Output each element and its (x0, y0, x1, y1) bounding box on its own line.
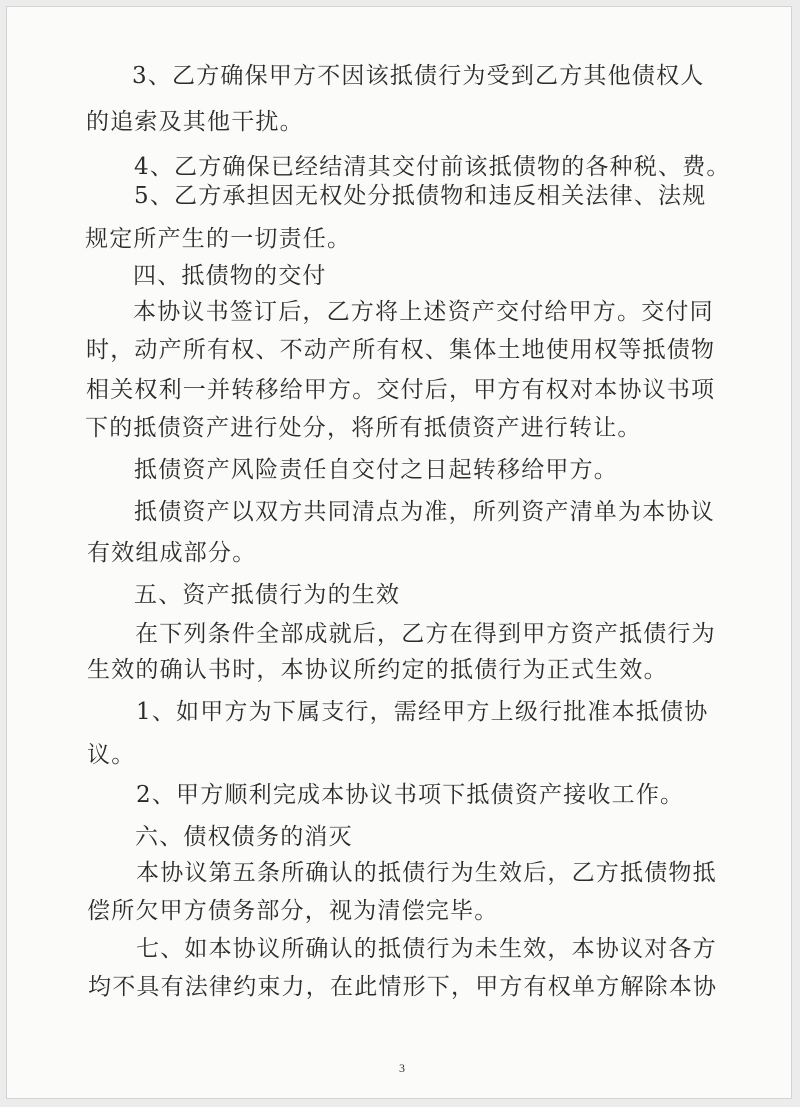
text-line: 1、如甲方为下属支行，需经甲方上级行批准本抵债协 (136, 699, 709, 725)
text-line: 议。 (87, 742, 136, 768)
text-line: 生效的确认书时，本协议所约定的抵债行为正式生效。 (87, 657, 668, 683)
text-line: 在下列条件全部成就后，乙方在得到甲方资产抵债行为 (135, 621, 716, 647)
section-heading: 四、抵债物的交付 (133, 263, 327, 289)
text-line: 时，动产所有权、不动产所有权、集体土地使用权等抵债物 (86, 337, 716, 363)
text-line: 规定所产生的一切责任。 (85, 226, 352, 252)
text-line: 偿所欠甲方债务部分，视为清偿完毕。 (87, 898, 499, 924)
section-heading: 五、资产抵债行为的生效 (134, 582, 401, 608)
text-line: 2、甲方顺利完成本协议书项下抵债资产接收工作。 (136, 782, 685, 808)
text-line: 4、乙方确保已经结清其交付前该抵债物的各种税、费。 (134, 154, 731, 180)
document-page (6, 6, 792, 1099)
text-line: 七、如本协议所确认的抵债行为未生效，本协议对各方 (136, 936, 717, 962)
text-line: 相关权利一并转移给甲方。交付后，甲方有权对本协议书项 (86, 377, 716, 403)
text-line: 抵债资产风险责任自交付之日起转移给甲方。 (134, 457, 618, 483)
text-line: 的追索及其他干扰。 (86, 109, 304, 135)
text-line: 均不具有法律约束力，在此情形下，甲方有权单方解除本协 (88, 974, 718, 1000)
text-line: 5、乙方承担因无权处分抵债物和违反相关法律、法规 (134, 183, 707, 209)
page-number: 3 (399, 1061, 405, 1075)
text-line: 3、乙方确保甲方不因该抵债行为受到乙方其他债权人 (132, 63, 705, 89)
text-line: 本协议书签订后，乙方将上述资产交付给甲方。交付同 (133, 299, 714, 325)
text-line: 下的抵债资产进行处分，将所有抵债资产进行转让。 (85, 415, 642, 441)
text-line: 抵债资产以双方共同清点为准，所列资产清单为本协议 (134, 499, 715, 525)
text-line: 有效组成部分。 (87, 540, 257, 566)
text-line: 本协议第五条所确认的抵债行为生效后，乙方抵债物抵 (136, 860, 717, 886)
section-heading: 六、债权债务的消灭 (135, 824, 353, 850)
